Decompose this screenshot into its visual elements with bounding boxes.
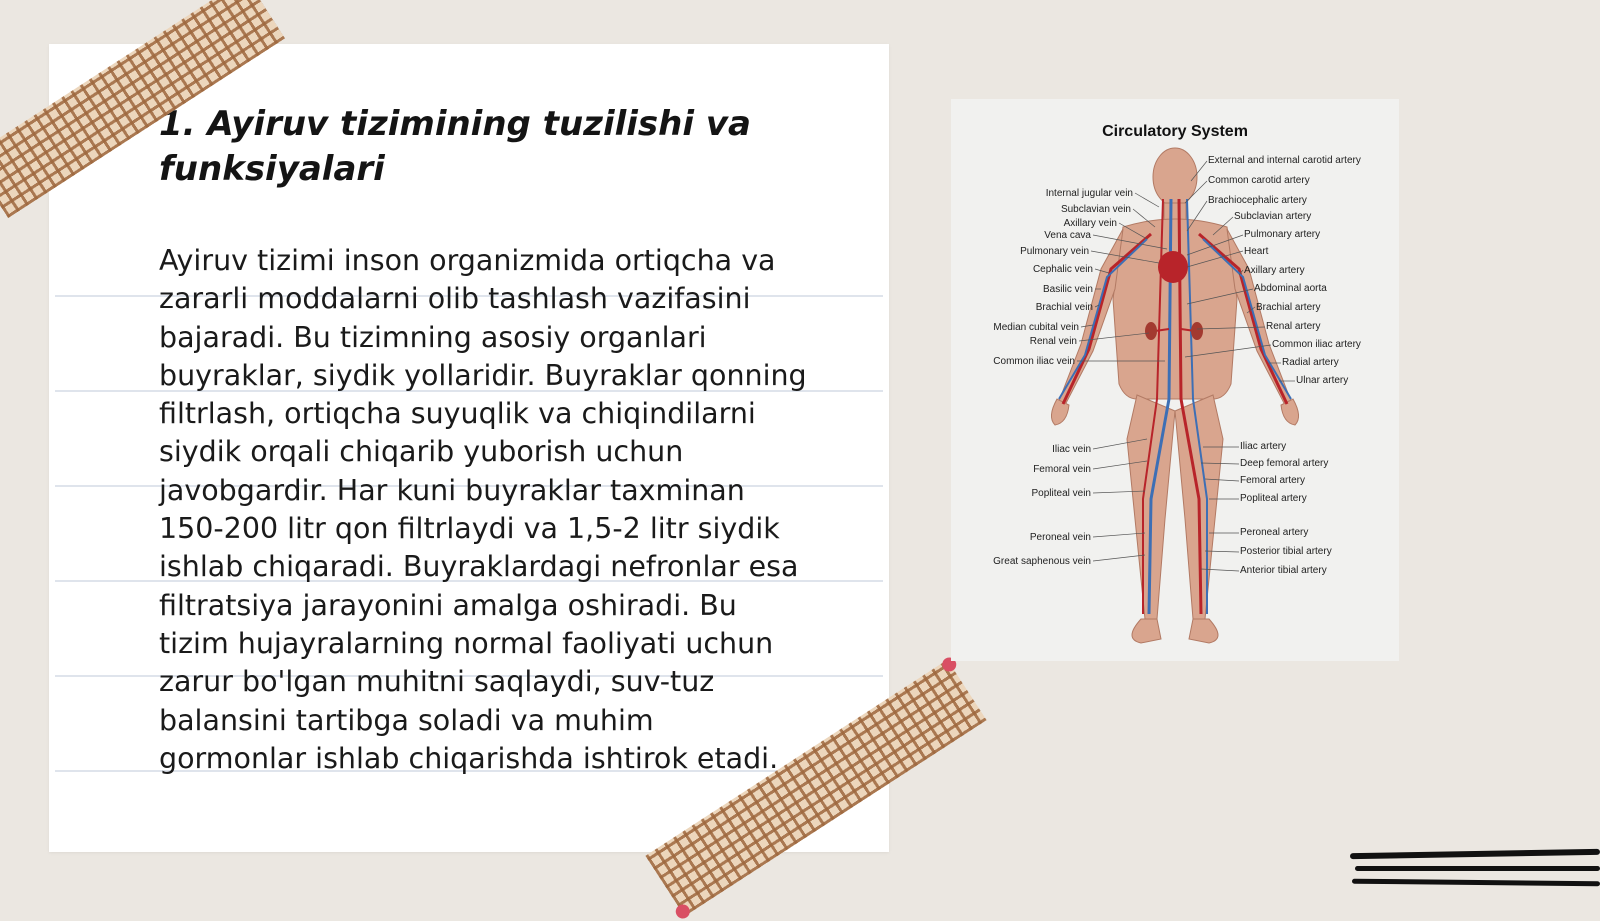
artery-label: Femoral artery (1240, 475, 1306, 486)
vein-label: Common iliac vein (993, 356, 1075, 367)
kidney-shape (1145, 322, 1157, 340)
artery-label: Subclavian artery (1234, 211, 1312, 222)
circulatory-system-figure (951, 99, 1399, 661)
heart-label: Heart (1244, 246, 1269, 257)
vein-label: Internal jugular vein (1045, 188, 1133, 199)
vein-label: Great saphenous vein (993, 556, 1091, 567)
circulatory-diagram (951, 99, 1399, 661)
vein-label: Popliteal vein (1031, 488, 1091, 499)
vein-label: Femoral vein (1033, 464, 1091, 475)
artery-label: Common iliac artery (1272, 339, 1361, 350)
decorative-stroke (1352, 879, 1600, 887)
artery-label: Anterior tibial artery (1240, 565, 1327, 576)
artery-label: Abdominal aorta (1254, 283, 1327, 294)
artery-label: Common carotid artery (1208, 175, 1310, 186)
kidney-shape (1191, 322, 1203, 340)
artery-label: External and internal carotid artery (1208, 155, 1361, 166)
vein-label: Brachial vein (1035, 302, 1093, 313)
left-label-texts (993, 188, 1133, 567)
heart-shape (1158, 251, 1188, 283)
artery-label: Brachiocephalic artery (1208, 195, 1307, 206)
artery-label: Renal artery (1266, 321, 1321, 332)
vein-label: Axillary vein (1063, 218, 1117, 229)
artery-label: Iliac artery (1240, 441, 1287, 452)
paper-card (49, 44, 889, 852)
vein-label: Peroneal vein (1029, 532, 1091, 543)
slide-body-text: Ayiruv tizimi inson organizmida ortiqcha va zararli moddalarni olib tashlash vazifasini bajaradi. Bu tizimning asosiy organlari buyraklar, siydik yollaridir. Buyraklar qonning filtrlash, ortiqcha suyuqlik va chiqindilarni siydik orqali chiqarib yuborish uchun javobgardir. Har kuni buyraklar taxminan 150-200 litr qon filtrlaydi va 1,5-2 litr siydik ishlab chiqaradi. Buyraklardagi nefronlar esa filtratsiya jarayonini amalga oshiradi. Bu tizim hujayralarning normal faoliyati uchun zarur bo'lgan muhitni saqlaydi, suv-tuz balansini tartibga soladi va muhim gormonlar ishlab chiqarishda ishtirok etadi. (159, 244, 807, 775)
vein-label: Pulmonary vein (1020, 246, 1089, 257)
slide-title: 1. Ayiruv tizimining tuzilishi va funksiyalari (159, 104, 751, 189)
artery-label: Pulmonary artery (1244, 229, 1321, 240)
artery-label: Popliteal artery (1240, 493, 1307, 504)
artery-label: Axillary artery (1244, 265, 1305, 276)
artery-label: Brachial artery (1256, 302, 1321, 313)
vein-label: Vena cava (1044, 230, 1091, 241)
vein-label: Cephalic vein (1032, 264, 1093, 275)
tape-pin (673, 902, 692, 921)
decorative-stroke (1355, 866, 1600, 871)
vein-label: Renal vein (1029, 336, 1077, 347)
vein-label: Basilic vein (1042, 284, 1093, 295)
decorative-stroke (1350, 849, 1600, 859)
artery-label: Peroneal artery (1240, 527, 1309, 538)
figure-title: Circulatory System (1102, 123, 1248, 140)
vein-label: Subclavian vein (1060, 204, 1131, 215)
artery-label: Posterior tibial artery (1240, 546, 1332, 557)
artery-label: Deep femoral artery (1240, 458, 1329, 469)
vein-label: Iliac vein (1052, 444, 1091, 455)
artery-label: Ulnar artery (1296, 375, 1349, 386)
vein-label: Median cubital vein (993, 322, 1079, 333)
artery-label: Radial artery (1282, 357, 1339, 368)
